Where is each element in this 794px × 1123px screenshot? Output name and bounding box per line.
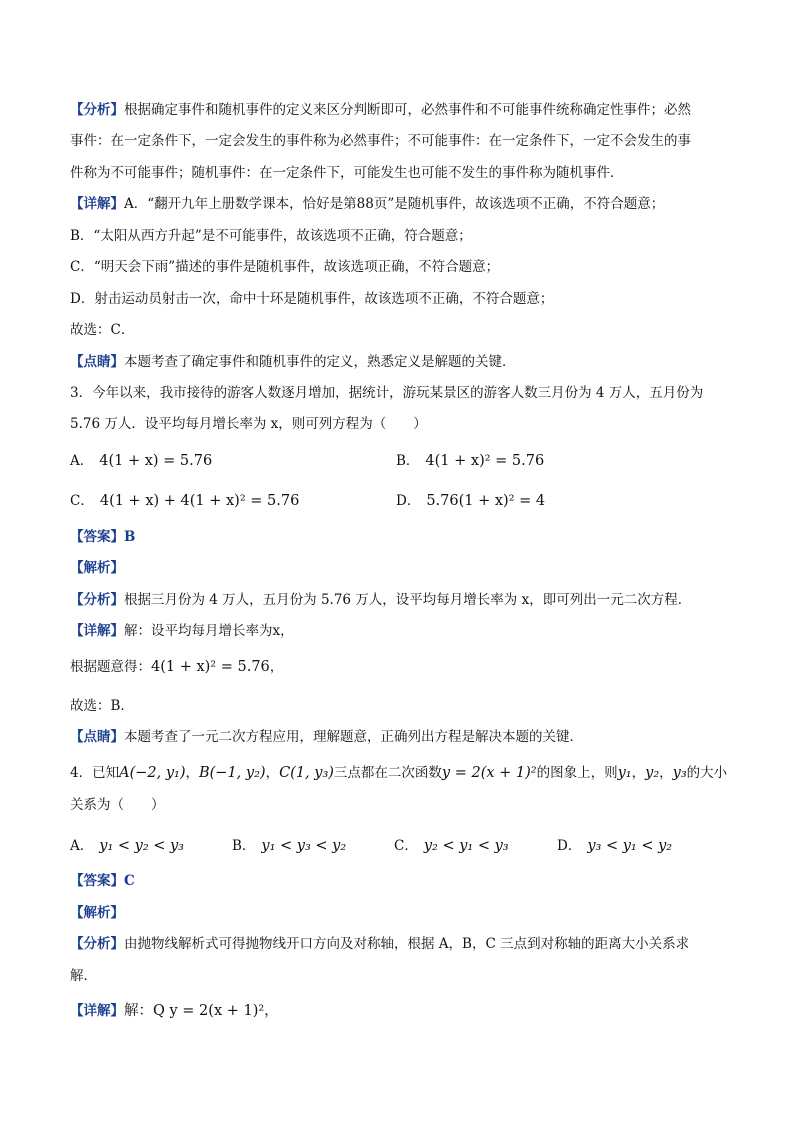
comment-tag: 【点睛】 <box>70 354 124 370</box>
q3-comment: 【点睛】本题考查了一元二次方程应用，理解题意，正确列出方程是解决本题的关键． <box>70 729 583 745</box>
q3-option-b: B． 4(1 + x)² = 5.76 <box>396 453 545 469</box>
q4-option-b: B． y₁ < y₃ < y₂ <box>232 838 347 854</box>
q4-stem-line-2: 关系为（ ） <box>70 797 165 813</box>
q3-option-c: C． 4(1 + x) + 4(1 + x)² = 5.76 <box>70 493 300 509</box>
q3-option-a: A． 4(1 + x) = 5.76 <box>70 453 213 469</box>
q4-solution-tag: 【解析】 <box>70 905 124 921</box>
q3-detail-line-2: 根据题意得：4(1 + x)² = 5.76， <box>70 659 284 675</box>
q2-detail-line-a: 【详解】A．“翻开九年上册数学课本，恰好是第88页”是随机事件，故该选项不正确，不符合题意； <box>70 196 665 212</box>
q2-analysis-line-3: 件称为不可能事件；随机事件：在一定条件下，可能发生也可能不发生的事件称为随机事件． <box>70 165 624 181</box>
point-b: B(−1, y₂) <box>198 765 266 781</box>
point-c: C(1, y₃) <box>279 765 334 781</box>
q3-equation: 4(1 + x)² = 5.76 <box>151 659 270 675</box>
q4-answer: 【答案】C <box>70 873 135 889</box>
q4-option-d: D． y₃ < y₁ < y₂ <box>557 838 673 854</box>
q3-analysis: 【分析】根据三月份为 4 万人，五月份为 5.76 万人，设平均每月增长率为 x，即可列出一元二次方程． <box>70 592 692 608</box>
q3-answer: 【答案】B <box>70 529 136 545</box>
q2-detail-line-b: B．“太阳从西方升起”是不可能事件，故该选项不正确，符合题意； <box>70 228 472 244</box>
q4-analysis-line-1: 【分析】由抛物线解析式可得抛物线开口方向及对称轴，根据 A，B，C 三点到对称轴的距离大小关系求 <box>70 936 690 952</box>
q3-choice: 故选：B． <box>70 698 134 714</box>
analysis-tag: 【分析】 <box>70 102 124 118</box>
q3-stem-line-2: 5.76 万人．设平均每月增长率为 x，则可列方程为（ ） <box>70 416 427 432</box>
q2-detail-line-c: C．“明天会下雨”描述的事件是随机事件，故该选项正确，不符合题意； <box>70 259 500 275</box>
q2-detail-line-d: D．射击运动员射击一次，命中十环是随机事件，故该选项不正确，不符合题意； <box>70 291 554 307</box>
q3-option-d: D． 5.76(1 + x)² = 4 <box>396 493 546 509</box>
q2-analysis-line-1: 【分析】根据确定事件和随机事件的定义来区分判断即可，必然事件和不可能事件统称确定性事件；必然 <box>70 102 691 118</box>
q2-analysis-line-2: 事件：在一定条件下，一定会发生的事件称为必然事件；不可能事件：在一定条件下，一定不会发生的事 <box>70 133 691 149</box>
q2-comment: 【点睛】本题考查了确定事件和随机事件的定义，熟悉定义是解题的关键． <box>70 354 516 370</box>
q4-analysis-line-2: 解． <box>70 968 97 984</box>
detail-tag: 【详解】 <box>70 196 124 212</box>
point-a: A(−2, y₁) <box>119 765 186 781</box>
q3-detail-line-1: 【详解】解：设平均每月增长率为x， <box>70 623 294 639</box>
q4-option-a: A． y₁ < y₂ < y₃ <box>70 838 184 854</box>
q3-solution-tag: 【解析】 <box>70 560 124 576</box>
q2-choice: 故选：C． <box>70 322 135 338</box>
q4-stem-line-1: 4．已知A(−2, y₁)，B(−1, y₂)，C(1, y₃)三点都在二次函数y = 2(x + 1)²的图象上，则y₁，y₂，y₃的大小 <box>70 765 728 781</box>
q3-stem-line-1: 3．今年以来，我市接待的游客人数逐月增加，据统计，游玩某景区的游客人数三月份为 4 万人，五月份为 <box>70 385 704 401</box>
q4-detail-line-1: 【详解】解：Q y = 2(x + 1)²， <box>70 1003 279 1019</box>
quadratic-function: y = 2(x + 1)² <box>441 765 537 781</box>
q4-option-c: C． y₂ < y₁ < y₃ <box>394 838 509 854</box>
